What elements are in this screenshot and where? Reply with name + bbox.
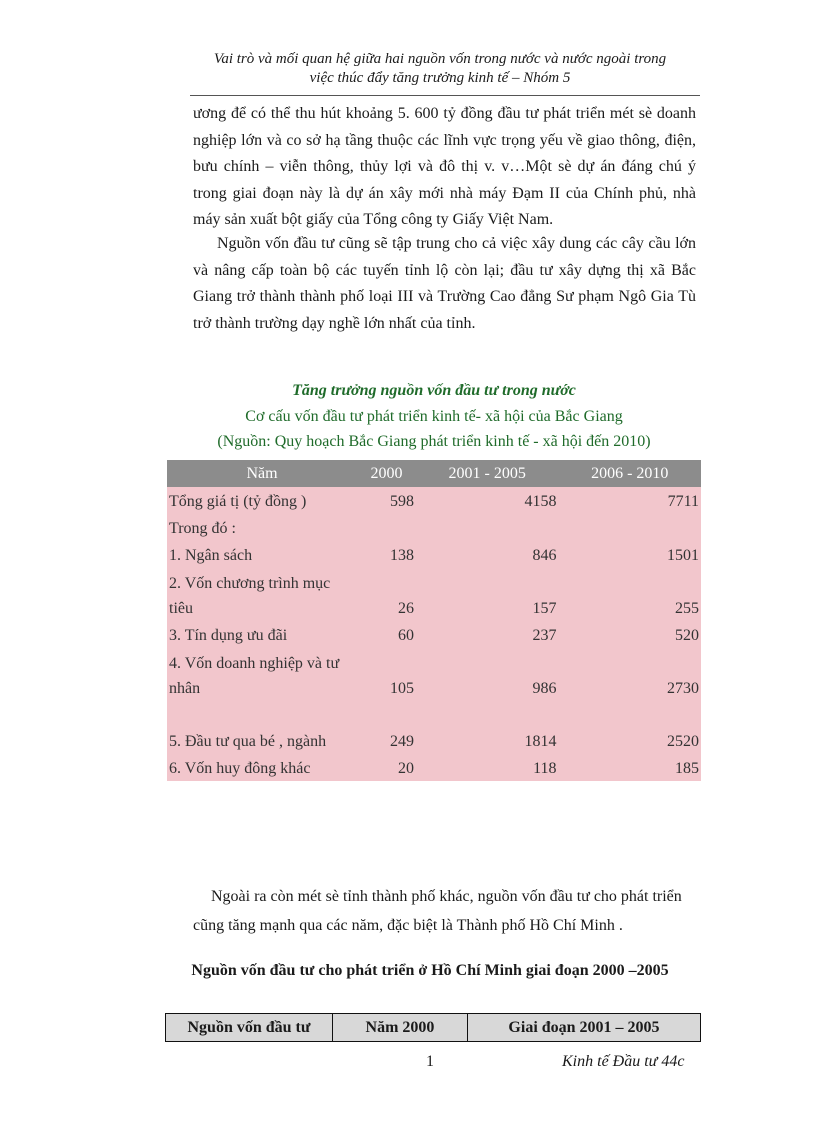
row-label: 1. Ngân sách <box>167 541 357 568</box>
table-row <box>167 541 701 568</box>
table-row <box>167 621 701 648</box>
cell-value: 520 <box>558 621 701 648</box>
row-label: 2. Vốn chương trình mục tiêu <box>167 568 357 621</box>
cell-value: 105 <box>357 648 416 701</box>
cell-value: 60 <box>357 621 416 648</box>
paragraph-2: Nguồn vốn đầu tư cũng sẽ tập trung cho cả việc xây dung các cây cầu lớn và nâng cấp toàn bộ các tuyến tỉnh lộ còn lại; đầu tư xây dựng thị xã Bắc Giang trở thành thành phố loại III và Trường Cao đẳng Sư phạm Ngô Gia Tù trở thành trường dạy nghề lớn nhất của tỉnh. <box>193 235 696 332</box>
header-cell-2001-2005: 2001 - 2005 <box>416 460 559 487</box>
footer-text: Kinh tế Đầu tư 44c <box>562 1053 685 1070</box>
cell-value: 26 <box>357 568 416 621</box>
page-header <box>150 50 730 88</box>
cell-value: 237 <box>416 621 559 648</box>
cell-value <box>558 514 701 541</box>
cell-value: 20 <box>357 754 416 781</box>
header-line-1: Vai trò và mối quan hệ giữa hai nguồn vốn trong nước và nước ngoài trong <box>213 51 667 67</box>
table2-title: Nguồn vốn đầu tư cho phát triển ở Hồ Chí Minh giai đoạn 2000 –2005 <box>191 962 669 979</box>
cell-value: 118 <box>416 754 559 781</box>
cell-value: 598 <box>357 487 416 514</box>
table-row <box>167 754 701 781</box>
table-header-row <box>166 1014 701 1042</box>
cell-value: 7711 <box>558 487 701 514</box>
cell-value: 1501 <box>558 541 701 568</box>
cell-value: 1814 <box>416 701 559 754</box>
header-cell-year: Năm <box>167 460 357 487</box>
cell-value: 185 <box>558 754 701 781</box>
row-label: 4. Vốn doanh nghiệp và tư nhân <box>167 648 357 701</box>
header-divider <box>190 95 700 96</box>
table1-source: (Nguồn: Quy hoạch Bắc Giang phát triển kinh tế - xã hội đến 2010) <box>217 433 651 450</box>
cell-value: 249 <box>357 701 416 754</box>
table-row <box>167 514 701 541</box>
header-cell-2001-2005: Giai đoạn 2001 – 2005 <box>468 1014 701 1042</box>
hcm-investment-table <box>165 1013 701 1042</box>
cell-value: 255 <box>558 568 701 621</box>
row-label: 5. Đầu tư qua bé , ngành <box>167 701 357 754</box>
investment-structure-table <box>167 460 701 781</box>
table-row <box>167 648 701 701</box>
header-cell-2006-2010: 2006 - 2010 <box>558 460 701 487</box>
cell-value: 2730 <box>558 648 701 701</box>
header-cell-2000: 2000 <box>357 460 416 487</box>
cell-value: 4158 <box>416 487 559 514</box>
table-row <box>167 487 701 514</box>
cell-value: 986 <box>416 648 559 701</box>
row-label: Trong đó : <box>167 514 357 541</box>
table1-subtitle: Cơ cấu vốn đầu tư phát triển kinh tế- xã hội của Bắc Giang <box>245 408 623 425</box>
cell-value: 846 <box>416 541 559 568</box>
paragraph-3: Ngoài ra còn mét sè tỉnh thành phố khác, nguồn vốn đầu tư cho phát triển cũng tăng mạnh qua các năm, đặc biệt là Thành phố Hồ Chí Minh . <box>193 888 682 934</box>
header-cell-2000: Năm 2000 <box>333 1014 468 1042</box>
header-cell-source: Nguồn vốn đầu tư <box>166 1014 333 1042</box>
table-row <box>167 568 701 621</box>
table-row <box>167 701 701 754</box>
paragraph-1: ương để có thể thu hút khoảng 5. 600 tỷ đồng đầu tư phát triển mét sè doanh nghiệp lớn và co sở hạ tầng thuộc các lĩnh vực trọng yếu về giao thông, điện, bưu chính – viễn thông, thủy lợi và đô thị v. v…Một sè dự án đáng chú ý trong giai đoạn này là dự án xây mới nhà máy Đạm II của Chính phủ, nhà máy sản xuất bột giấy của Tổng công ty Giấy Việt Nam. <box>193 105 696 228</box>
header-line-2: việc thúc đẩy tăng trưởng kinh tế – Nhóm 5 <box>309 70 571 86</box>
page-number: 1 <box>426 1053 434 1070</box>
cell-value: 138 <box>357 541 416 568</box>
cell-value: 2520 <box>558 701 701 754</box>
table1-title: Tăng trưởng nguồn vốn đầu tư trong nước <box>292 382 576 399</box>
row-label: Tổng giá tị (tỷ đồng ) <box>167 487 357 514</box>
cell-value <box>416 514 559 541</box>
cell-value: 157 <box>416 568 559 621</box>
cell-value <box>357 514 416 541</box>
table-header-row <box>167 460 701 487</box>
row-label: 6. Vốn huy đông khác <box>167 754 357 781</box>
row-label: 3. Tín dụng ưu đãi <box>167 621 357 648</box>
